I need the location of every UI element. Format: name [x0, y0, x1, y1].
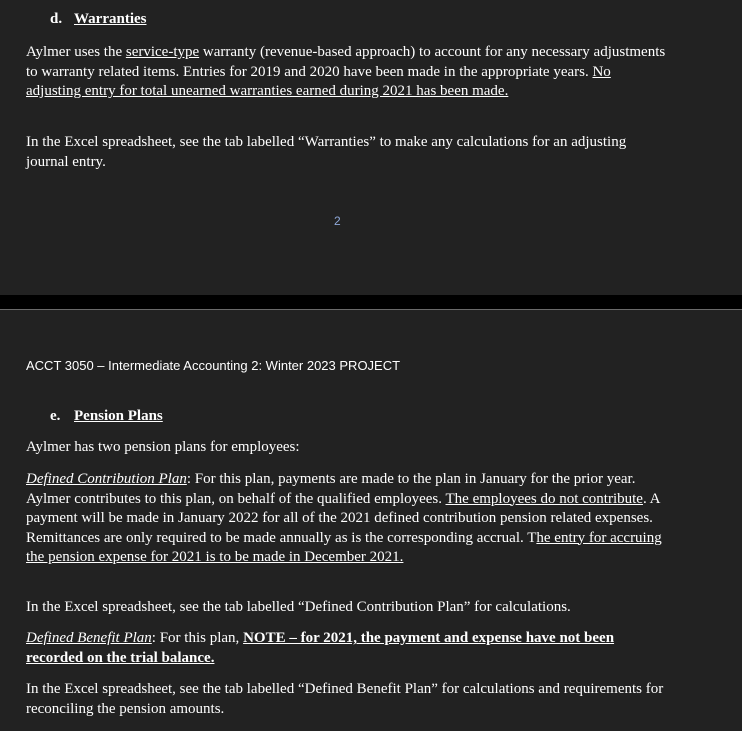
- warranties-service-type: service-type: [125, 44, 200, 60]
- section-e-letter: e.: [50, 408, 61, 424]
- defined-contribution-paragraph: [26, 470, 666, 568]
- dc-text-1: : For this plan, payments are made to the plan in January for the prior year. Aylmer contributes to this plan, on behalf of the qualified employees.: [26, 471, 636, 507]
- section-e-title: Pension Plans: [74, 408, 163, 424]
- warranties-text-2: warranty (revenue-based approach) to account for any necessary adjustments to warranty related items. Entries for 2019 and 2020 have been made in the appropriate years.: [26, 44, 666, 80]
- warranties-note: No adjusting entry for total unearned warranties earned during 2021 has been made.: [26, 63, 611, 99]
- section-d-title: Warranties: [74, 11, 147, 27]
- dc-label: Defined Contribution Plan: [26, 471, 187, 487]
- dc-employees-note: The employees do not contribute: [445, 490, 643, 507]
- warranties-text-1: Aylmer uses the: [26, 44, 126, 60]
- section-d-letter: d.: [50, 11, 63, 27]
- document-page-1: [0, 0, 742, 295]
- page-number: 2: [334, 214, 341, 228]
- page-break: [0, 295, 742, 310]
- warranties-paragraph: [26, 43, 666, 102]
- dc-accrual-note: he entry for accruing the pension expense for 2021 is to be made in December 2021.: [26, 529, 662, 565]
- section-e-heading: [50, 408, 163, 425]
- db-note: NOTE – for 2021, the payment and expense have not been recorded on the trial balance.: [26, 630, 615, 666]
- dc-text-2: . A payment will be made in January 2022 for all of the 2021 defined contribution pension related expenses. Remittances are only required to be made annually as is the corresponding accrual. T: [26, 490, 660, 546]
- defined-benefit-paragraph: [26, 629, 666, 668]
- db-text-1: : For this plan,: [151, 630, 244, 646]
- pension-intro: Aylmer has two pension plans for employees:: [26, 439, 300, 455]
- db-label: Defined Benefit Plan: [26, 630, 152, 646]
- warranties-excel-paragraph: In the Excel spreadsheet, see the tab labelled “Warranties” to make any calculations for an adjusting journal entry.: [26, 134, 627, 170]
- page-header: ACCT 3050 – Intermediate Accounting 2: Winter 2023 PROJECT: [26, 358, 401, 373]
- section-d-heading: [50, 11, 147, 28]
- db-excel-paragraph: In the Excel spreadsheet, see the tab labelled “Defined Benefit Plan” for calculations and requirements for reconciling the pension amounts.: [26, 681, 664, 717]
- document-page-2: [0, 310, 742, 731]
- dc-excel-paragraph: In the Excel spreadsheet, see the tab labelled “Defined Contribution Plan” for calculations.: [26, 599, 571, 615]
